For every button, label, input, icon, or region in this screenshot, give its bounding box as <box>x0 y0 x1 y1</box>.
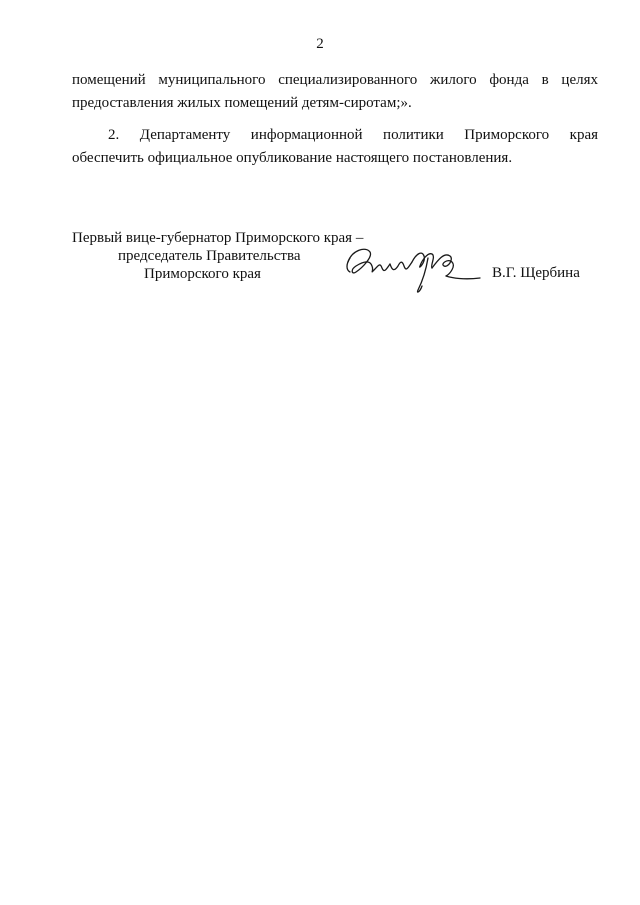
signatory-title-line-1: Первый вице-губернатор Приморского края – <box>72 230 364 246</box>
paragraph-2 <box>72 124 598 170</box>
signer-name: В.Г. Щербина <box>492 265 580 281</box>
handwritten-signature-icon <box>340 240 490 300</box>
paragraph-1-line-1: помещений муниципального специализированного жилого фонда в целях <box>72 72 598 88</box>
paragraph-1 <box>72 69 598 115</box>
signatory-title-line-3: Приморского края <box>144 266 261 282</box>
paragraph-2-line-2: обеспечить официальное опубликование настоящего постановления. <box>72 150 513 166</box>
signatory-title <box>72 229 363 283</box>
paragraph-1-line-2: предоставления жилых помещений детям-сиротам;». <box>72 95 412 111</box>
page-number: 2 <box>316 36 324 52</box>
signatory-title-line-2: председатель Правительства <box>118 248 301 264</box>
paragraph-2-line-1: 2. Департаменту информационной политики Приморского края <box>108 127 598 143</box>
